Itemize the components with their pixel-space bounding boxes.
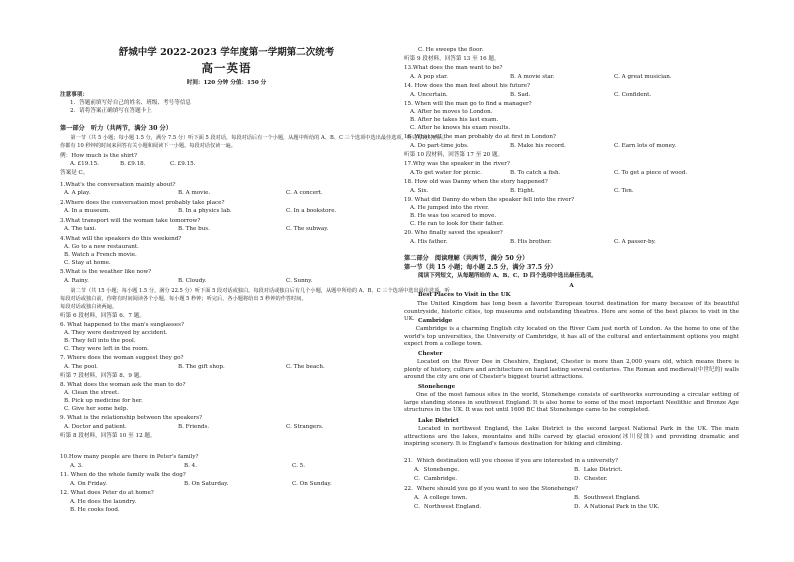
option: A. 3. — [70, 463, 83, 469]
option: C. To get a piece of wood. — [614, 170, 688, 176]
option: A. On Friday. — [70, 481, 108, 487]
material-label: 听第 6 段材料，回答第 6、7 题。 — [60, 313, 145, 319]
option: B. Pick up medicine for her. — [64, 398, 143, 404]
option: C. Strangers. — [286, 424, 324, 430]
section1-instructions: 你都有 10 秒钟的时间来回答有关小题和阅读下一小题。每段对话仅读一遍。 — [60, 143, 236, 149]
option: D．A National Park in the UK. — [574, 504, 660, 510]
option: B. A movie star. — [510, 74, 555, 80]
option: B. 4. — [184, 463, 198, 469]
option: B. They fell into the pool. — [64, 338, 136, 344]
option: B. To catch a fish. — [510, 170, 561, 176]
option: C．Northwest England. — [414, 504, 482, 510]
part1-heading: 第一部分 听力（共两节，满分 30 分） — [60, 125, 172, 132]
option: A. A pop star. — [410, 74, 449, 80]
section2-instructions: 每段对话或独白读两遍。 — [60, 304, 118, 310]
option: B．Southwest England. — [574, 495, 641, 501]
exam-time-score: 时间：120 分钟 分值：150 分 — [186, 80, 267, 86]
material-label: 听第 10 段材料，回答第 17 至 20 题。 — [404, 152, 504, 158]
right-column — [404, 0, 739, 562]
option: A. Do part-time jobs. — [410, 143, 469, 149]
material-label: 听第 7 段材料，回答第 8、9 题。 — [60, 373, 145, 379]
section-heading: Lake District — [418, 418, 459, 424]
option: A. Clean the street. — [64, 390, 120, 396]
option: D．Chester. — [574, 476, 608, 482]
option: B. Cloudy. — [178, 278, 207, 284]
passage-paragraph: One of the most famous sites in the world, Stonehenge consists of earthworks surrounding a circular setting of large standing stones in southwest England. It is also home to some of the most important Neolithic and Bronze Age structures in the UK. It was not until 1600 BC that Stonehenge came to be completed. — [404, 392, 739, 414]
option: C. In a bookstore. — [286, 208, 337, 214]
question-text: 22．Where should you go if you want to see the Stonehenge? — [404, 486, 579, 492]
question-text: 6. What happened to the man's sunglasses? — [60, 322, 184, 328]
option: C. They were left in the room. — [64, 346, 149, 352]
question-text: 12. What does Peter do at home? — [60, 490, 154, 496]
note-item: 2．请将答案正确填写在答题卡上 — [70, 108, 152, 114]
option: C. After he knows his exam results. — [410, 125, 511, 131]
option: C. Stay at home. — [64, 260, 111, 266]
part2-heading: 第二部分 阅读理解（共两节，满分 50 分） — [404, 255, 529, 262]
option: A.To get water for picnic. — [410, 170, 483, 176]
option: A. He does the laundry. — [70, 499, 137, 505]
option: B. Sad. — [510, 92, 531, 98]
option: B. He cooks food. — [70, 507, 120, 513]
option: A. Go to a new restaurant. — [64, 244, 139, 250]
question-text: 20. Who finally saved the speaker? — [404, 230, 503, 236]
question-text: 14. How does the man feel about his future? — [404, 83, 531, 89]
option: B. The bus. — [178, 226, 210, 232]
passage-title: Best Places to Visit in the UK — [418, 292, 511, 298]
option: A. After he moves to London. — [410, 109, 493, 115]
option: B. His brother. — [510, 239, 552, 245]
section-heading: Stonehenge — [418, 384, 456, 390]
option: A. Uncertain. — [410, 92, 448, 98]
example-question: 例：How much is the shirt? — [60, 153, 137, 159]
option: B. After he takes his last exam. — [410, 117, 499, 123]
option: C. The subway. — [286, 226, 329, 232]
option: B. Make his record. — [510, 143, 566, 149]
option: A. Doctor and patient. — [64, 424, 127, 430]
option: A．A college town. — [414, 495, 468, 501]
question-text: 21．Which destination will you choose if you are interested in a university? — [404, 458, 619, 464]
passage-paragraph: Cambridge is a charming English city located on the River Cam just north of London. As the home to one of the world's top universities, the University of Cambridge, it has all of the cultural and entertainment options you might expect from a college town. — [404, 326, 739, 348]
option: C. The beach. — [286, 364, 325, 370]
question-text: 2.Where does the conversation most probably take place? — [60, 200, 225, 206]
question-text: 7. Where does the woman suggest they go? — [60, 355, 184, 361]
option: A. His father. — [410, 239, 448, 245]
passage-paragraph: The United Kingdom has long been a favorite European tourist destination for many because of its beautiful countryside, historic cities, top museums and outstanding theatres. Here are some of the best places to visit in the UK. — [404, 301, 739, 323]
option: C. Sunny. — [286, 278, 313, 284]
option: A. The pool. — [64, 364, 98, 370]
option: C. A passer-by. — [614, 239, 656, 245]
section1-instructions: 第一节（共 5 小题；每小题 1.5 分，满分 7.5 分）听下面 5 段对话，每段对话后有一个小题，从题中所给的 A、B、C 三个选项中选出最佳选项。听完每段对话后， — [60, 135, 449, 141]
question-text: 19. What did Danny do when the speaker fell into the river? — [404, 197, 575, 203]
passage-paragraph: Located on the River Dee in Cheshire, England, Chester is more than 2,000 years old, which means there is plenty of history, culture and architecture on hand lasting several centuries. The Roman and medieval(中世纪的) walls around the city are one of Chester's biggest tourist attractions. — [404, 359, 739, 381]
exam-subject: 高一英语 — [201, 61, 252, 75]
option: B. He was too scared to move. — [410, 213, 497, 219]
material-label: 听第 8 段材料，回答第 10 至 12 题。 — [60, 433, 156, 439]
part2-section1: 第一节（共 15 小题；每小题 2.5 分，满分 37.5 分） — [404, 264, 557, 271]
option: B. On Saturday. — [184, 481, 229, 487]
exam-title: 舒城中学 2022-2023 学年度第一学期第二次统考 — [118, 47, 335, 58]
option: A. Six. — [410, 188, 429, 194]
option: B．Lake District. — [574, 467, 623, 473]
option: A. Rainy. — [64, 278, 89, 284]
option: A. The taxi. — [64, 226, 97, 232]
question-text: 18. How old was Danny when the story happened? — [404, 179, 548, 185]
section-heading: Cambridge — [418, 318, 453, 324]
option: C．Cambridge. — [414, 476, 458, 482]
option: C. A concert. — [286, 190, 323, 196]
example-option: A. £19.15. — [70, 161, 99, 167]
option: C. Confident. — [614, 92, 652, 98]
option: C. Earn lots of money. — [614, 143, 677, 149]
option: C. He ran to look for their father. — [410, 221, 504, 227]
section2-instructions: 第二节（共 15 小题；每小题 1.5 分，满分 22.5 分）听下面 5 段对话或独白。每段对话或独白后有几个小题，从题中所给的 A、B、C 三个选项中选出最佳选项。听 — [60, 288, 450, 294]
question-text: 10.How many people are there in Peter's family? — [60, 454, 199, 460]
question-text: 8. What does the woman ask the man to do? — [60, 382, 186, 388]
option: C. He sweeps the floor. — [418, 47, 484, 53]
material-label: 听第 9 段材料，回答第 13 至 16 题。 — [404, 56, 500, 62]
option: C. 5. — [292, 463, 305, 469]
question-text: 1.What's the conversation mainly about? — [60, 182, 176, 188]
question-text: 15. When will the man go to find a manager? — [404, 101, 532, 107]
example-option: C. £9.15. — [170, 161, 196, 167]
section2-instructions: 每段对话或独白前，你将有时间阅读各个小题，每小题 5 秒钟；听完后，各小题将给出 5 秒钟的作答时间。 — [60, 296, 307, 302]
option: A. He jumped into the river. — [410, 205, 489, 211]
option: C. Give her some help. — [64, 406, 129, 412]
example-option: B. £9.18. — [120, 161, 146, 167]
note-item: 1．答题前填写好自己的姓名、班级、考号等信息 — [70, 100, 192, 106]
question-text: 5.What is the weather like now? — [60, 269, 152, 275]
option: A. In a museum. — [64, 208, 111, 214]
option: B. Watch a French movie. — [64, 252, 137, 258]
option: B. In a physics lab. — [178, 208, 232, 214]
question-text: 11. When do the whole family walk the dog? — [60, 472, 186, 478]
option: B. Friends. — [178, 424, 210, 430]
option: A. They were destroyed by accident. — [64, 330, 168, 336]
passage-paragraph: Located in northwest England, the Lake District is the second largest National Park in the UK. The main attractions are the lakes, mountains and hills carved by glacial erosion(冰川侵蚀) and providing dramatic and inspiring scenery. It is England's famous destination for hiking and climbing. — [404, 426, 739, 448]
question-text: 16. What will the man probably do at first in London? — [404, 134, 556, 140]
option: C. On Sunday. — [292, 481, 332, 487]
question-text: 3.What transport will the woman take tomorrow? — [60, 218, 201, 224]
notes-label: 注意事项： — [60, 92, 88, 98]
option: A. A play. — [64, 190, 91, 196]
question-text: 4.What will the speakers do this weekend? — [60, 236, 182, 242]
question-text: 13.What does the man want to be? — [404, 65, 503, 71]
option: B. The gift shop. — [178, 364, 225, 370]
question-text: 17.Why was the speaker in the river? — [404, 161, 510, 167]
passage-letter: A — [569, 283, 574, 289]
example-answer: 答案是 C。 — [60, 170, 89, 176]
option: C. A great musician. — [614, 74, 672, 80]
option: B. A movie. — [178, 190, 211, 196]
question-text: 9. What is the relationship between the speakers? — [60, 415, 203, 421]
option: A．Stonehenge. — [414, 467, 460, 473]
section-heading: Chester — [418, 351, 443, 357]
option: C. Ten. — [614, 188, 634, 194]
option: B. Eight. — [510, 188, 535, 194]
part2-instructions: 阅读下列短文，从每题所给的 A、B、C、D 四个选项中选出最佳选项。 — [418, 273, 597, 279]
